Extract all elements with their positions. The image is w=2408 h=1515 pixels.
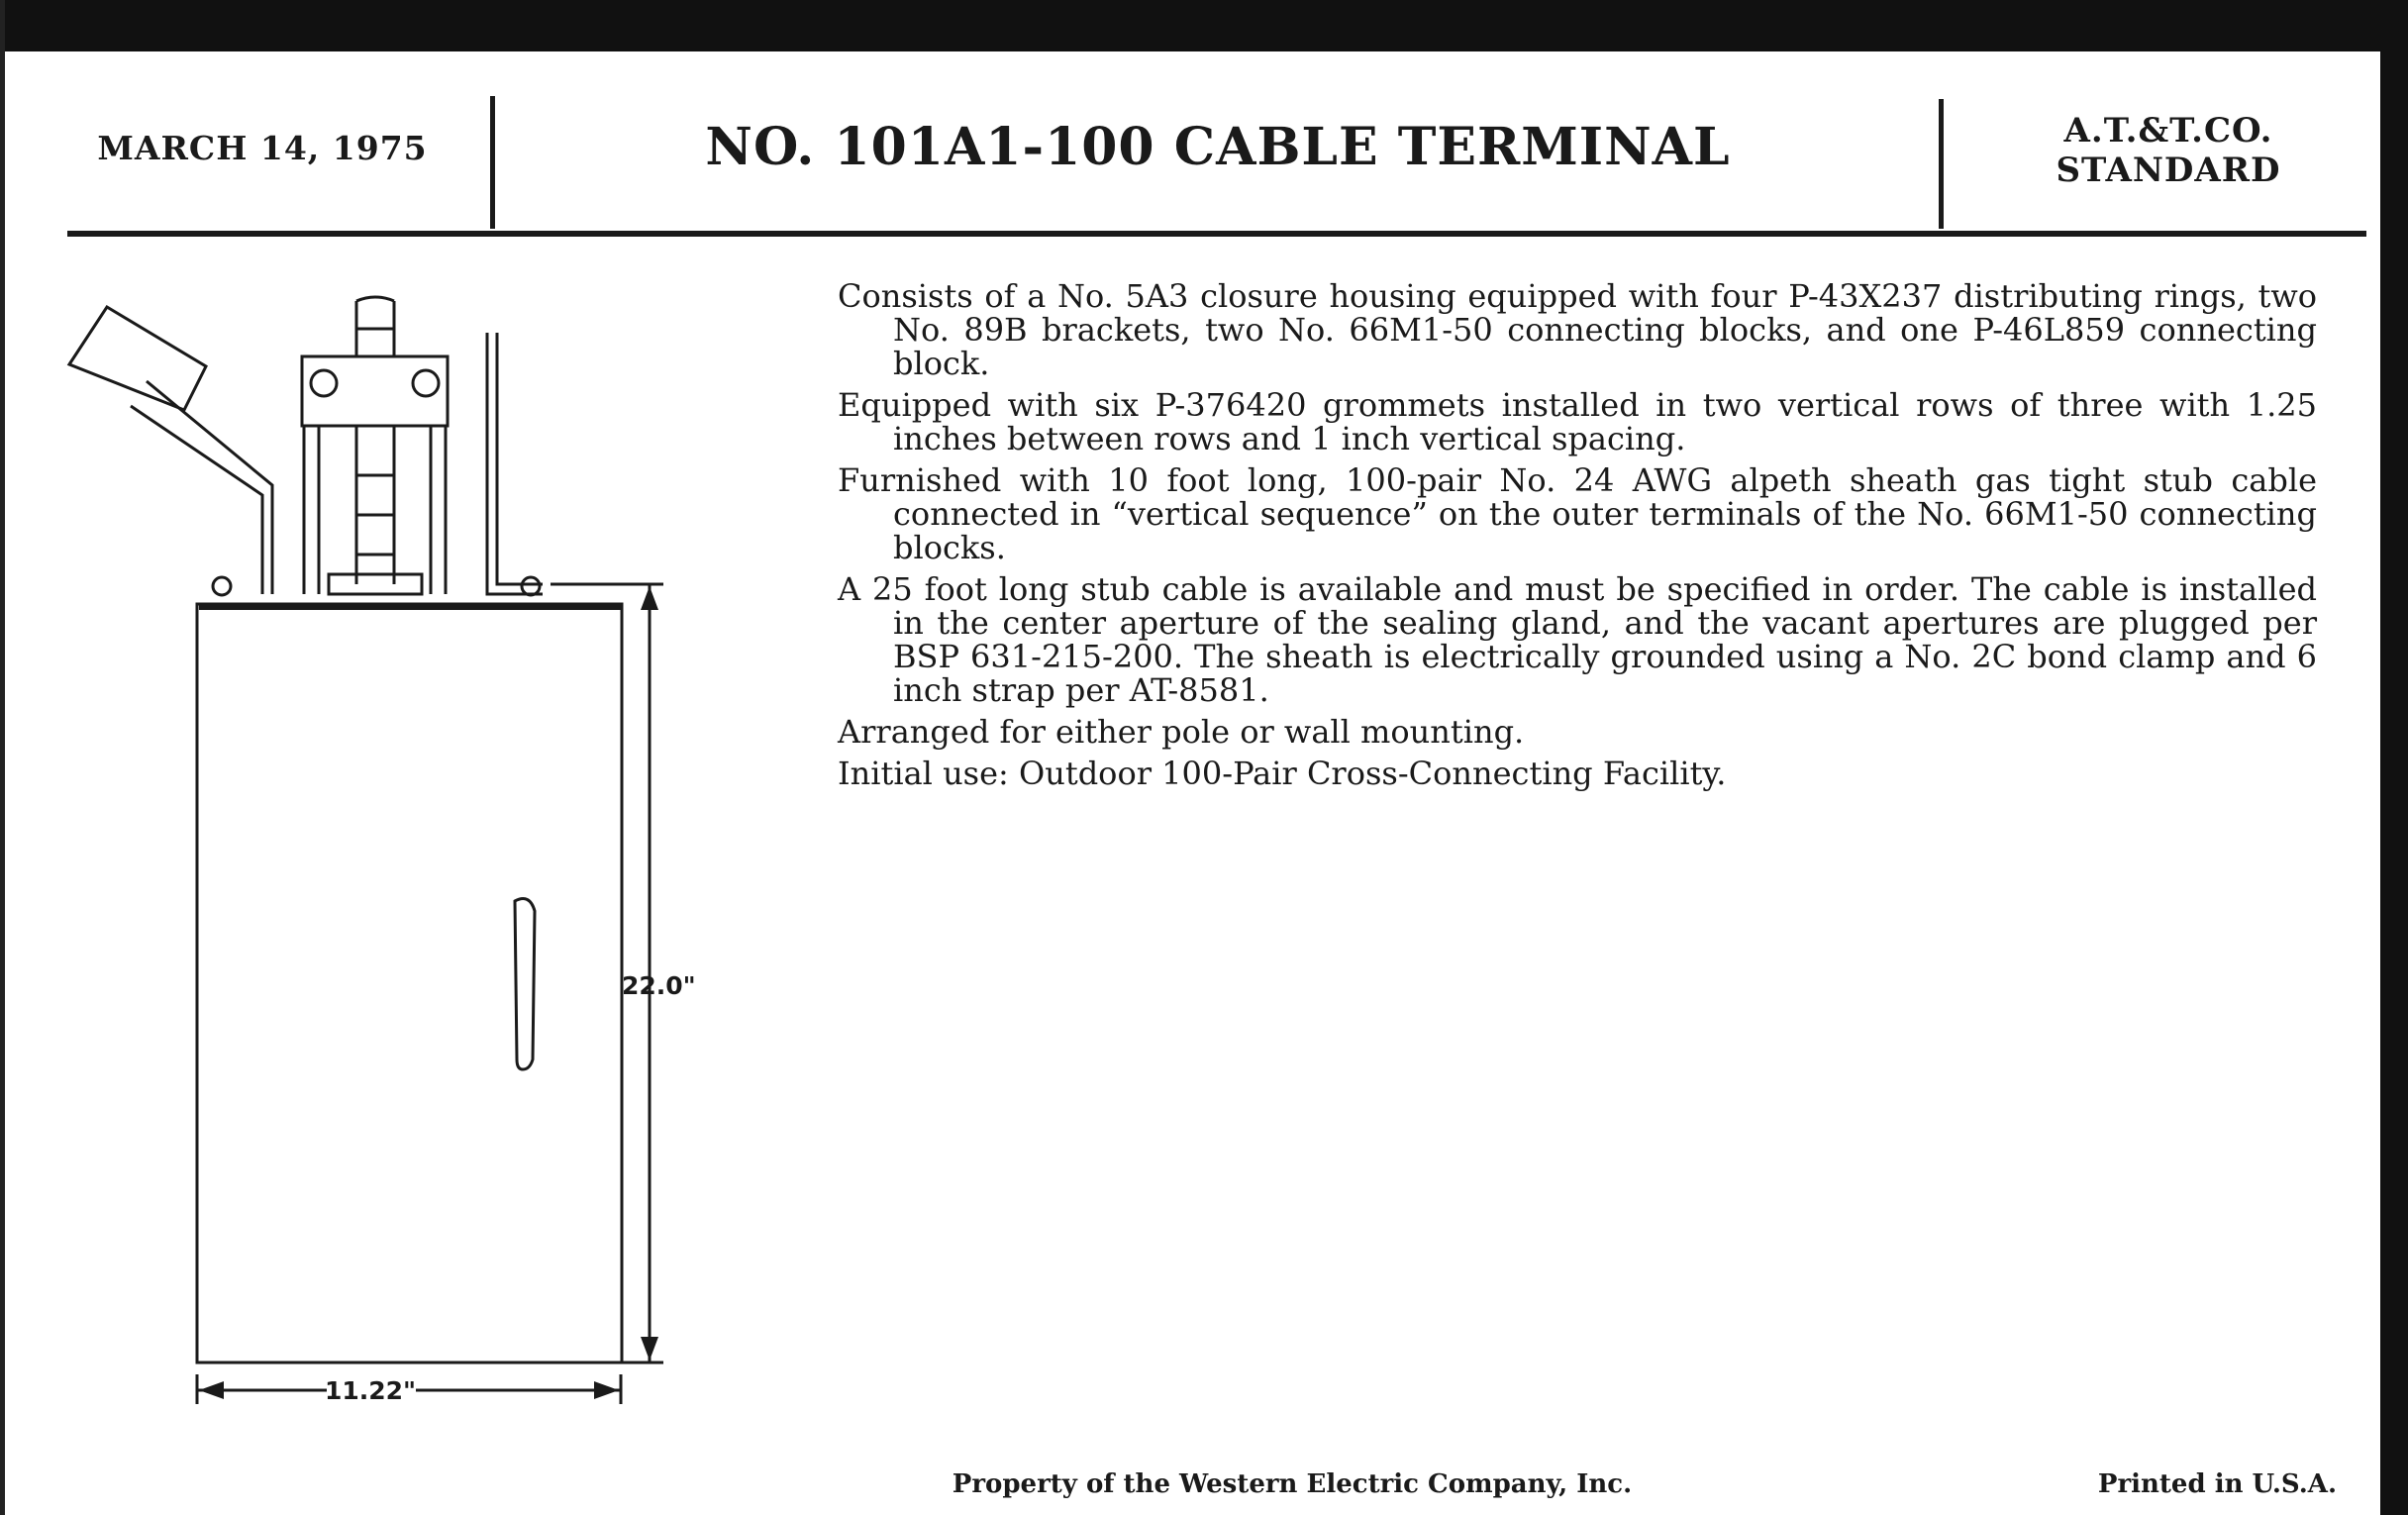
cable-stub-top [356,297,394,356]
scan-right-border [2380,0,2408,1515]
description [838,279,2317,798]
cable-stub-left [69,307,206,410]
left-bracket [131,381,272,594]
page-title: NO. 101A1-100 CABLE TERMINAL [705,117,1731,177]
right-bracket [487,333,543,594]
clamp-screw-left [311,370,337,396]
cable-base [329,574,422,594]
clamp-rails [304,426,446,594]
standard-label [1970,111,2366,190]
housing-screw-left [213,577,231,595]
standard-line-1: A.T.&T.CO. [2063,111,2273,151]
clamp-screw-right [413,370,439,396]
standard-line-2: STANDARD [2056,151,2281,190]
header-divider-right [1939,99,1944,229]
description-paragraph: Initial use: Outdoor 100-Pair Cross-Connecting Facility. [838,755,1727,792]
description-paragraph: Furnished with 10 foot long, 100-pair No. 24 AWG alpeth sheath gas tight stub cable connected in “vertical sequence” on the outer terminals of the No. 66M1-50 connecting blocks. [838,461,2317,566]
description-paragraph: Consists of a No. 5A3 closure housing equipped with four P-43X237 distributing rings, two No. 89B brackets, two No. 66M1-50 connecting blocks, and one P-46L859 connecting block. [838,277,2317,382]
header-rule [67,231,2366,237]
footer-property: Property of the Western Electric Company, Inc. [952,1469,1633,1499]
footer-printed: Printed in U.S.A. [2097,1469,2337,1499]
description-paragraph: Equipped with six P-376420 grommets installed in two vertical rows of three with 1.25 inches between rows and 1 inch vertical spacing. [838,386,2317,457]
description-paragraph: A 25 foot long stub cable is available and must be specified in order. The cable is installed in the center aperture of the sealing gland, and the vacant apertures are plugged per BSP 631-215-200. The sheath is electrically grounded using a No. 2C bond clamp and 6 inch strap per AT-8581. [838,570,2317,709]
cable-terminal-drawing [59,287,733,1440]
height-label: 22.0" [622,971,696,1000]
clamp-block [302,356,448,426]
header-date: MARCH 14, 1975 [97,129,428,167]
scan-left-edge [0,0,5,1515]
housing-body [197,604,622,1363]
description-paragraph: Arranged for either pole or wall mounting. [838,713,1525,751]
cable-center [356,426,394,584]
housing-handle [515,899,535,1069]
scan-top-border [0,0,2408,51]
width-label: 11.22" [324,1376,417,1405]
terminal-illustration [59,287,733,1436]
housing-screw-right [522,577,540,595]
